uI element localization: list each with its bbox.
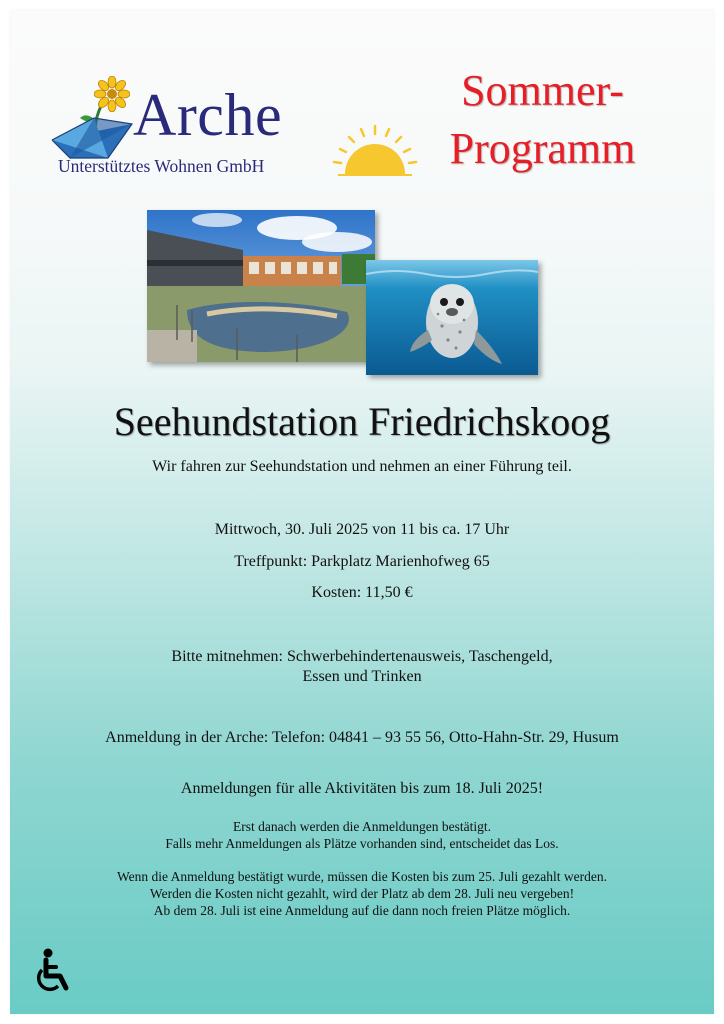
headline-line1: Sommer- — [461, 66, 624, 115]
registration-info: Anmeldung in der Arche: Telefon: 04841 – 93 55 56, Otto-Hahn-Str. 29, Husum — [105, 729, 619, 746]
bring-line1: Bitte mitnehmen: Schwerbehindertenausweis, Taschengeld, — [171, 648, 553, 665]
registration-deadline: Anmeldungen für alle Aktivitäten bis zum 18. Juli 2025! — [180, 780, 544, 797]
headline-line2: Programm — [449, 124, 636, 173]
logo-name: Arche — [133, 82, 283, 148]
notes2-line1: Wenn die Anmeldung bestätigt wurde, müssen die Kosten bis zum 25. Juli gezahlt werden. — [116, 869, 608, 884]
notes1-line2: Falls mehr Anmeldungen als Plätze vorhanden sind, entscheidet das Los. — [165, 836, 559, 851]
arche-logo — [50, 68, 300, 183]
wheelchair-icon — [34, 948, 74, 998]
flyer-page — [10, 10, 714, 1014]
notes2-line3: Ab dem 28. Juli ist eine Anmeldung auf die dann noch freien Plätze möglich. — [153, 903, 571, 918]
event-meeting-point: Treffpunkt: Parkplatz Marienhofweg 65 — [234, 553, 490, 570]
event-intro: Wir fahren zur Seehundstation und nehmen an einer Führung teil. — [152, 458, 572, 475]
flower-icon — [94, 76, 130, 112]
event-date: Mittwoch, 30. Juli 2025 von 11 bis ca. 17 Uhr — [214, 521, 510, 538]
seal-station-photo — [147, 210, 375, 362]
event-cost: Kosten: 11,50 € — [311, 584, 413, 601]
notes1-line1: Erst danach werden die Anmeldungen bestätigt. — [233, 819, 491, 834]
seal-underwater-photo — [366, 260, 538, 375]
logo-subtitle: Unterstütztes Wohnen GmbH — [58, 156, 265, 176]
notes2-line2: Werden die Kosten nicht gezahlt, wird der Platz ab dem 28. Juli neu vergeben! — [149, 886, 575, 901]
bring-line2: Essen und Trinken — [302, 668, 422, 685]
event-title: Seehundstation Friedrichskoog — [113, 399, 611, 444]
program-headline — [430, 62, 655, 178]
sun-icon — [328, 122, 422, 178]
